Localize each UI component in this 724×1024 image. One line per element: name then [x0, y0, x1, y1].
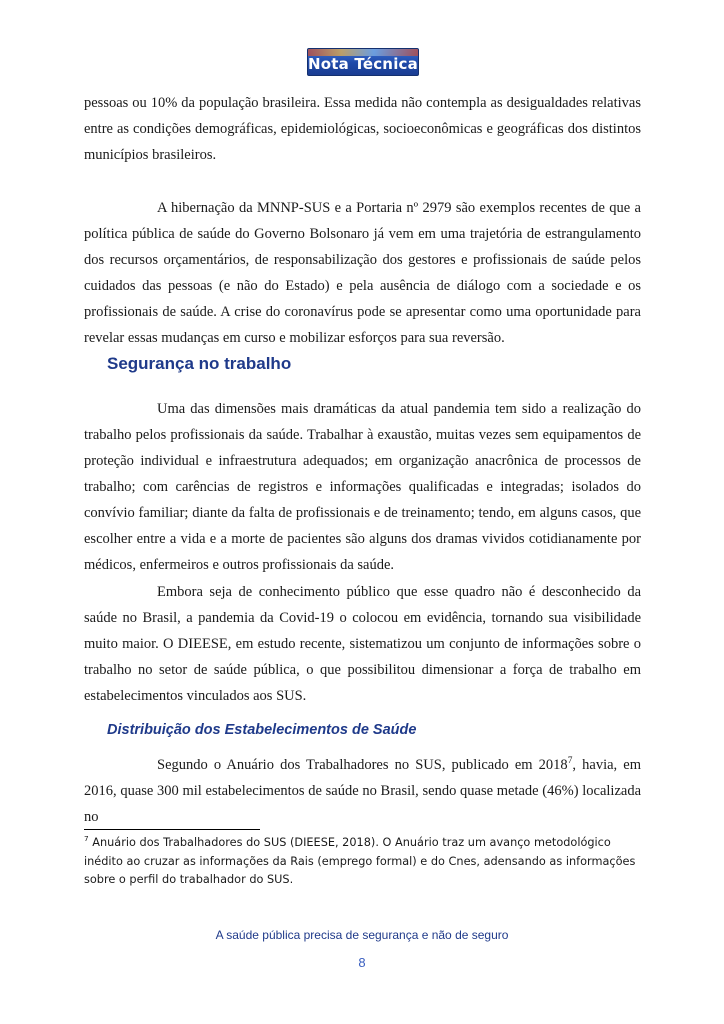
paragraph-4: Embora seja de conhecimento público que esse quadro não é desconhecido da saúde no Brasil, a pandemia da Covid-19 o colocou em evidência, tornando sua visibilidade muito maior. O DIEESE, em estudo recente, sistematizou um conjunto de informações sobre o trabalho no setor de saúde pública, o que possibilitou dimensionar a força de trabalho em estabelecimentos vinculados aos SUS.: [84, 584, 641, 704]
footnote-number: 7: [84, 834, 89, 844]
paragraph-5-text-after: , havia, em 2016, quase 300 mil estabelecimentos de saúde no Brasil, sendo quase metade (46%) localizada no: [84, 757, 641, 825]
subsection-heading-distribuicao: Distribuição dos Estabelecimentos de Saúde: [107, 722, 417, 738]
nota-tecnica-logo: [307, 48, 419, 76]
section-heading-seguranca: Segurança no trabalho: [107, 354, 292, 373]
paragraph-5-text-before: Segundo o Anuário dos Trabalhadores no SUS, publicado em 2018: [157, 757, 568, 773]
footer-tagline: A saúde pública precisa de segurança e não de seguro: [215, 928, 509, 942]
paragraph-3: Uma das dimensões mais dramáticas da atual pandemia tem sido a realização do trabalho pelos profissionais da saúde. Trabalhar à exaustão, muitas vezes sem equipamentos de proteção individual e infraestrutura adequados; em organização anacrônica de processos de trabalho; com carências de registros e informações qualificadas e integradas; isolados do convívio familiar; diante da falta de profissionais e de treinamento; tendo, em alguns casos, que escolher entre a vida e a morte de pacientes são alguns dos dramas vividos cotidianamente por médicos, enfermeiros e outros profissionais da saúde.: [84, 401, 641, 573]
footnote-text: Anuário dos Trabalhadores do SUS (DIEESE, 2018). O Anuário traz um avanço metodológico inédito ao cruzar as informações da Rais (emprego formal) e do Cnes, adensando as informações sobre o perfil do trabalhador do SUS.: [84, 836, 636, 886]
logo-text: Nota Técnica: [308, 55, 418, 73]
footnote-separator: [84, 829, 260, 830]
footnote-7: [84, 834, 644, 890]
footnote-reference[interactable]: 7: [567, 756, 573, 767]
paragraph-5: [84, 752, 641, 830]
paragraph-1: pessoas ou 10% da população brasileira. Essa medida não contempla as desigualdades relativas entre as condições demográficas, epidemiológicas, socioeconômicas e geográficas dos distintos municípios brasileiros.: [84, 95, 641, 163]
page-number: 8: [358, 955, 366, 970]
paragraph-2: A hibernação da MNNP-SUS e a Portaria nº 2979 são exemplos recentes de que a política pública de saúde do Governo Bolsonaro já vem em uma trajetória de estrangulamento dos recursos orçamentários, de responsabilização dos gestores e profissionais de saúde pelos cuidados das pessoas (e não do Estado) e pela ausência de diálogo com a sociedade e os profissionais de saúde. A crise do coronavírus pode se apresentar como uma oportunidade para revelar essas mudanças em curso e mobilizar esforços para sua reversão.: [84, 200, 641, 346]
